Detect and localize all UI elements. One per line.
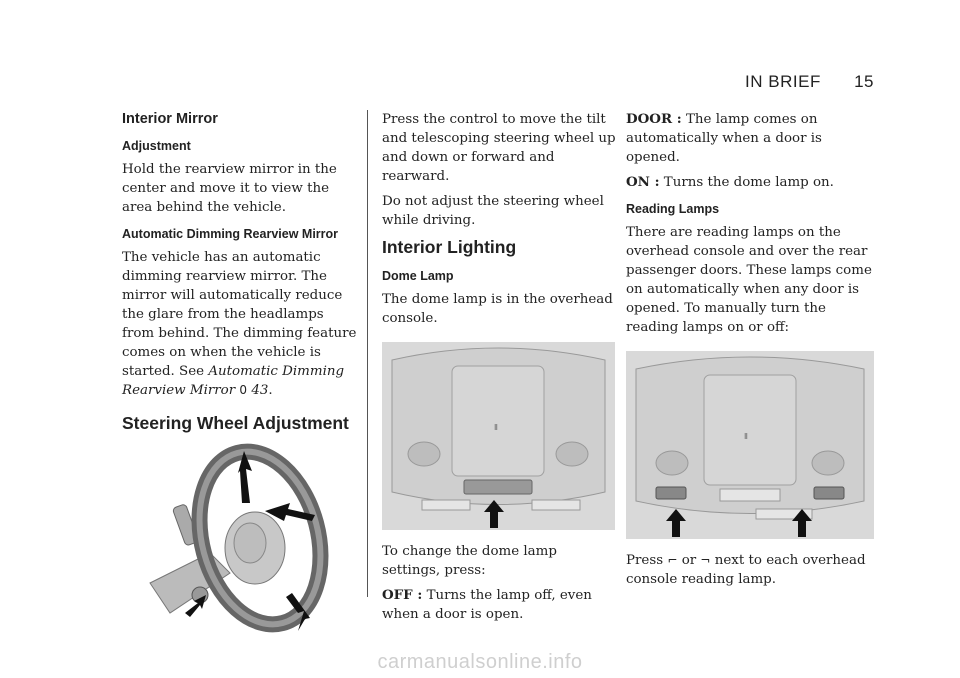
page-header: [745, 72, 874, 92]
auto-dim-link[interactable]: Automatic Dimming Rearview Mirror: [122, 364, 345, 398]
interior-lighting-heading: Interior Lighting: [382, 237, 517, 257]
reading-lamps-heading: Reading Lamps: [626, 202, 720, 216]
press-rest: next to each overhead console reading lamp.: [626, 553, 866, 587]
on-setting: [626, 173, 876, 192]
off-label: OFF :: [382, 587, 423, 603]
dome-lamp-text: The dome lamp is in the overhead console.: [382, 292, 613, 326]
off-text: Turns the lamp off, even when a door is open.: [382, 588, 592, 622]
period: .: [268, 383, 273, 398]
dome-lamp-heading: Dome Lamp: [382, 269, 454, 283]
change-settings-text: To change the dome lamp settings, press:: [382, 544, 557, 578]
on-text: Turns the dome lamp on.: [663, 175, 834, 190]
section-title: IN BRIEF: [745, 72, 821, 91]
auto-dim-text: The vehicle has an automatic dimming rearview mirror. The mirror will automatically reduce the glare from the headlamps from behind. The dimming feature comes on when the vehicle is started. See: [122, 250, 357, 379]
steering-text-2: Do not adjust the steering wheel while driving.: [382, 194, 604, 228]
watermark: carmanualsonline.info: [377, 651, 583, 673]
column-2: [382, 110, 618, 630]
adjustment-heading: Adjustment: [122, 139, 191, 153]
svg-text:Ⅱ: Ⅱ: [744, 432, 748, 441]
page-ref-icon: 0: [239, 383, 248, 397]
interior-mirror-heading: Interior Mirror: [122, 111, 218, 127]
column-divider: [367, 110, 368, 597]
auto-dim-heading: Automatic Dimming Rearview Mirror: [122, 227, 339, 241]
reading-lamps-text: There are reading lamps on the overhead console and over the rear passenger doors. These lamps come on automatically when any door is opened. To manually turn the reading lamps on or off:: [626, 225, 872, 335]
off-setting: [382, 586, 618, 624]
door-text: The lamp comes on automatically when a door is opened.: [626, 112, 822, 165]
reading-lamp-illustration: [626, 351, 874, 539]
or-word: or: [681, 553, 697, 568]
steering-wheel-illustration: [140, 443, 340, 633]
dome-lamp-illustration: [382, 342, 615, 530]
on-label: ON :: [626, 174, 660, 190]
auto-dim-page-ref[interactable]: 43: [251, 383, 269, 398]
reading-lamp-left-icon: ⌐: [667, 553, 678, 567]
steering-text-1: Press the control to move the tilt and telescoping steering wheel up and down or forward and rearward.: [382, 112, 616, 184]
press-word: Press: [626, 553, 664, 568]
press-instruction: [626, 551, 876, 589]
adjustment-text: Hold the rearview mirror in the center and move it to view the area behind the vehicle.: [122, 162, 337, 215]
column-3: [626, 110, 876, 595]
reading-lamp-right-icon: ¬: [700, 553, 711, 567]
page-number: 15: [854, 72, 874, 91]
door-label: DOOR :: [626, 111, 682, 127]
svg-text:Ⅱ: Ⅱ: [494, 423, 498, 432]
steering-heading: Steering Wheel Adjustment: [122, 413, 349, 433]
door-setting: [626, 110, 876, 167]
column-1: [122, 110, 360, 633]
auto-dim-paragraph: [122, 248, 360, 400]
